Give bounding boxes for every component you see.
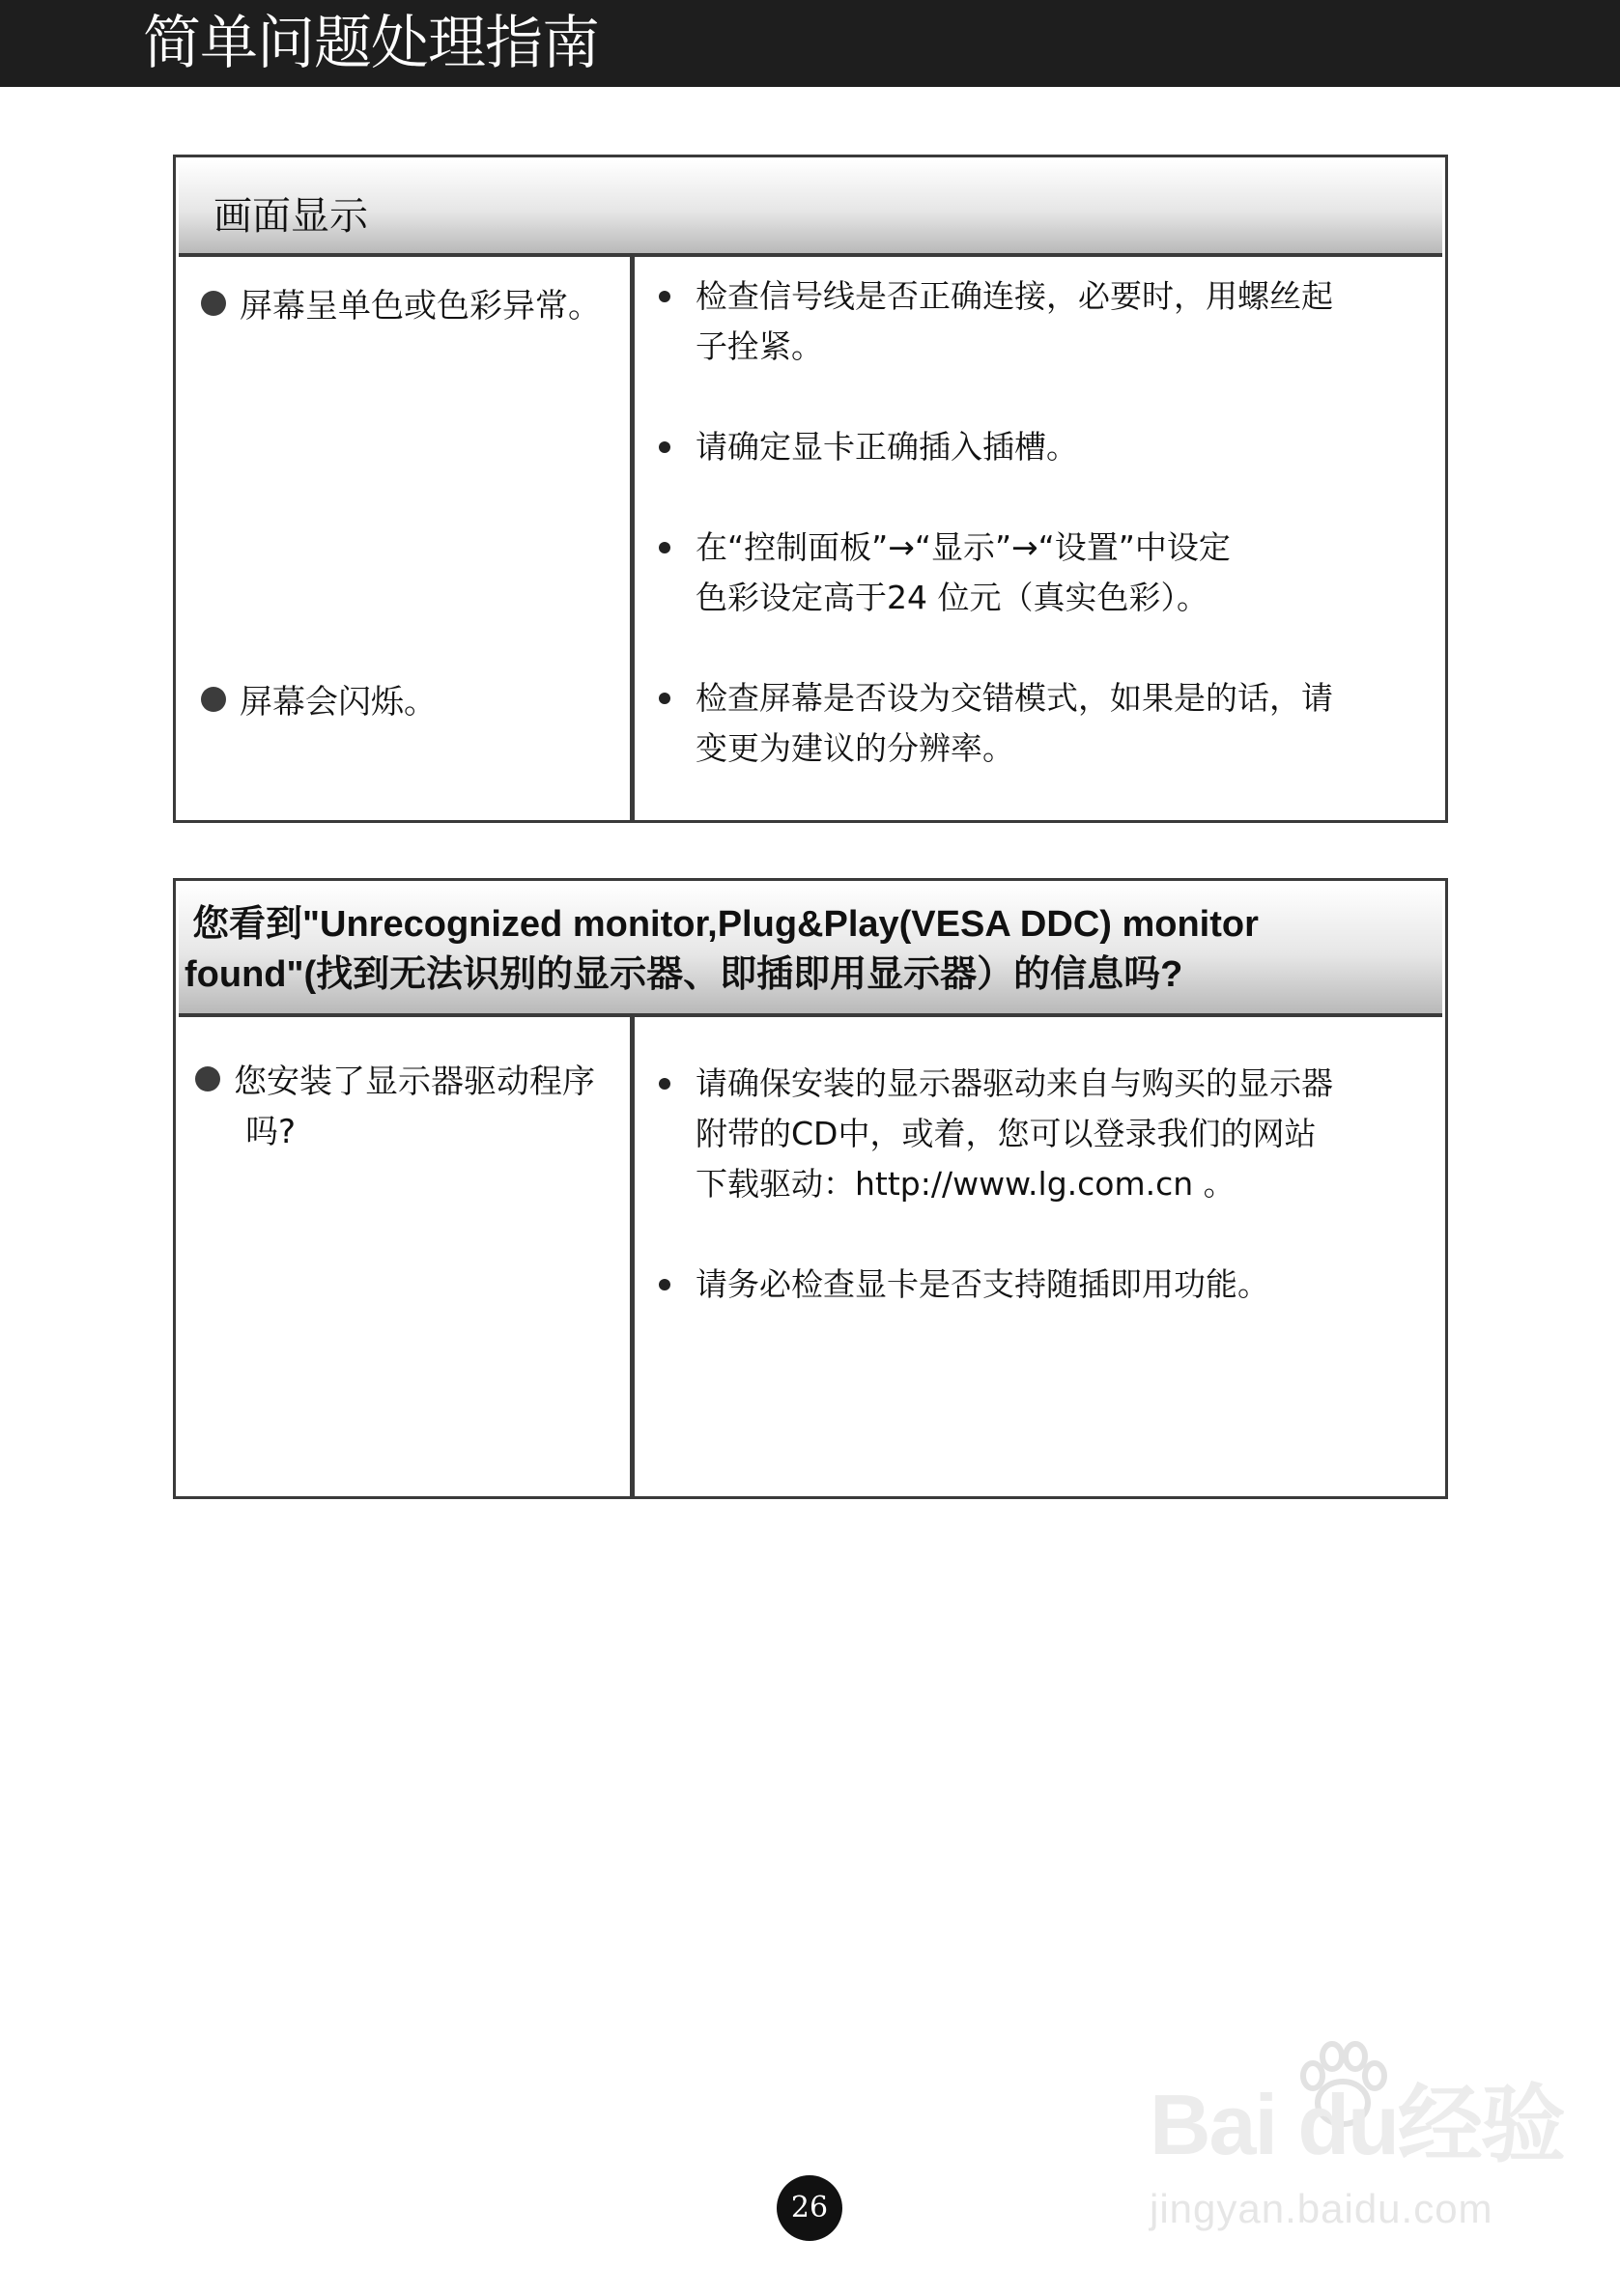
problem-line: 吗? — [245, 1113, 297, 1151]
bullet-icon — [659, 441, 670, 453]
display-section — [173, 155, 1448, 823]
problem-bullet-icon — [201, 687, 226, 712]
solution-line: 子拴紧。 — [696, 327, 823, 365]
bullet-icon — [659, 542, 670, 553]
monitor-detection-title-line1: 您看到"Unrecognized monitor,Plug&Play(VESA DDC) monitor — [192, 904, 1259, 945]
bullet-icon — [659, 1078, 670, 1090]
solution-line: 检查信号线是否正确连接，必要时，用螺丝起 — [696, 277, 1333, 315]
problem-item — [201, 677, 437, 727]
bullet-icon — [659, 1279, 670, 1290]
problem-text: 屏幕呈单色或色彩异常。 — [240, 287, 601, 326]
solution-line: 变更为建议的分辨率。 — [696, 729, 1014, 767]
page-number: 26 — [777, 2175, 842, 2241]
monitor-detection-section — [173, 878, 1448, 1499]
solution-line: 请确保安装的显示器驱动来自与购买的显示器 — [696, 1064, 1333, 1102]
problem-bullet-icon — [195, 1066, 220, 1091]
solution-line: 附带的CD中，或着，您可以登录我们的网站 — [696, 1115, 1317, 1152]
column-divider — [630, 1017, 635, 1496]
watermark-brand: Bai du经验 — [1150, 2077, 1564, 2172]
solution-item — [659, 673, 1412, 774]
display-section-header — [179, 160, 1442, 257]
solution-item — [659, 1059, 1412, 1209]
bullet-icon — [659, 693, 670, 704]
problem-item — [201, 281, 601, 331]
solution-line: 检查屏幕是否设为交错模式，如果是的话，请 — [696, 679, 1333, 717]
solution-item — [659, 422, 1412, 472]
problem-text: 屏幕会闪烁。 — [240, 683, 437, 722]
monitor-detection-title-line2: found"(找到无法识别的显示器、即插即用显示器）的信息吗? — [185, 954, 1183, 995]
solution-item — [659, 271, 1412, 372]
solution-line: 色彩设定高于24 位元（真实色彩）。 — [696, 579, 1208, 616]
solution-line: 下载驱动：http://www.lg.com.cn 。 — [696, 1165, 1236, 1203]
solution-line: 请务必检查显卡是否支持随插即用功能。 — [696, 1265, 1269, 1303]
monitor-detection-header — [179, 884, 1442, 1017]
solution-item — [659, 1260, 1412, 1310]
page-title: 简单问题处理指南 — [143, 10, 599, 77]
solution-line: 在“控制面板”→“显示”→“设置”中设定 — [696, 528, 1231, 566]
problem-line: 您安装了显示器驱动程序 — [234, 1063, 595, 1101]
display-section-title: 画面显示 — [213, 194, 368, 239]
watermark-site: jingyan.baidu.com — [1150, 2186, 1493, 2231]
problem-item — [195, 1057, 620, 1157]
solution-line: 请确定显卡正确插入插槽。 — [696, 428, 1078, 466]
solution-item — [659, 523, 1412, 623]
column-divider — [630, 257, 635, 820]
problem-bullet-icon — [201, 291, 226, 316]
bullet-icon — [659, 291, 670, 302]
header-bar — [0, 0, 1620, 87]
